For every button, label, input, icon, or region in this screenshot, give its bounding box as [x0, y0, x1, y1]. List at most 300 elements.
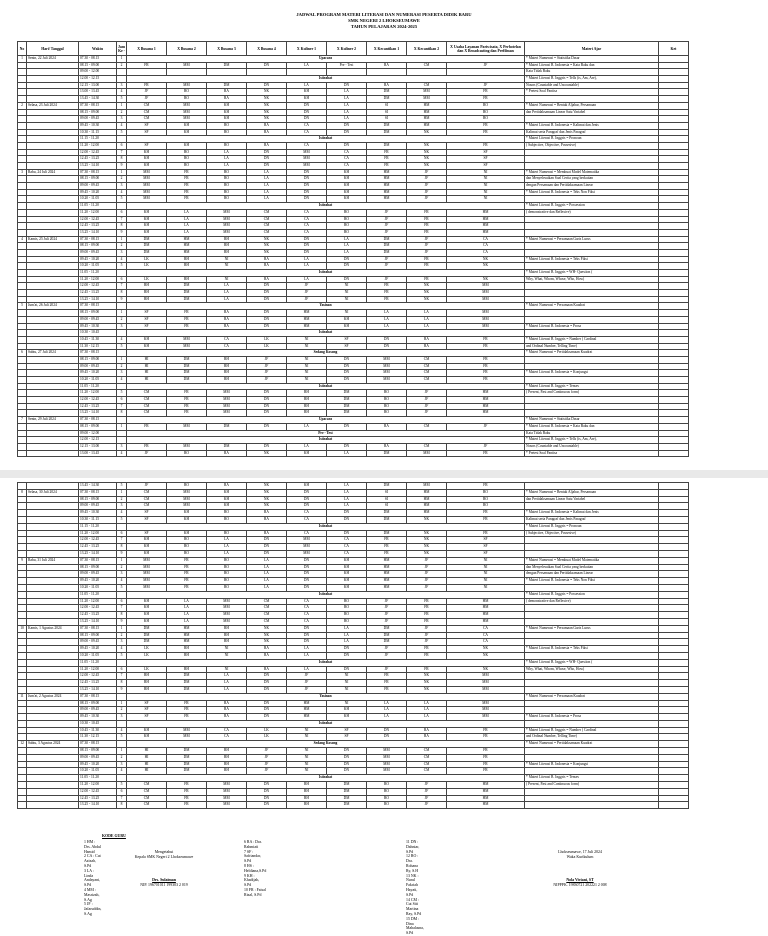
cell-ulp: NI	[447, 176, 525, 183]
cell-busana-4: NK	[247, 236, 287, 243]
row-period: 7	[117, 283, 127, 290]
table-row	[18, 169, 689, 176]
cell-kecantikan-1: MM	[367, 768, 407, 775]
row-day-date	[27, 564, 79, 571]
cell-busana-4: LA	[247, 183, 287, 190]
cell-kecantikan-2: CM	[407, 761, 447, 768]
cell-kecantikan-2: FR	[407, 618, 447, 625]
cell-materi	[525, 788, 659, 795]
cell-kecantikan-2: FR	[407, 276, 447, 283]
cell-busana-1: CM	[127, 489, 167, 496]
row-time: 12.15 - 13.00	[79, 82, 117, 89]
cell-busana-3: MM	[207, 605, 247, 612]
cell-busana-3: LA	[207, 673, 247, 680]
cell-kecantikan-2: JF	[407, 795, 447, 802]
row-period: 4	[117, 510, 127, 517]
row-no	[18, 782, 27, 789]
cell-busana-1: CM	[127, 403, 167, 410]
cell-busana-3: RO	[207, 122, 247, 129]
cell-busana-3: MM	[207, 782, 247, 789]
cell-kuliner-1: NI	[287, 761, 327, 768]
cell-busana-2: DM	[167, 356, 207, 363]
cell-ket	[659, 116, 689, 123]
cell-kecantikan-1: FR	[367, 149, 407, 156]
row-day-date	[27, 795, 79, 802]
row-time: 12.00 - 12.45	[79, 283, 117, 290]
row-day-date: Selasa, 23 Juli 2024	[27, 102, 79, 109]
row-no	[18, 686, 27, 693]
cell-busana-1: KH	[127, 209, 167, 216]
row-day-date: Rabu, 24 Juli 2024	[27, 169, 79, 176]
cell-kuliner-2: KH	[327, 714, 367, 721]
cell-ulp: FR	[447, 727, 525, 734]
cell-busana-3: CA	[207, 727, 247, 734]
cell-busana-4: DN	[247, 714, 287, 721]
schedule-page-2	[0, 478, 768, 936]
row-day-date	[27, 768, 79, 775]
cell-busana-1: SF	[127, 714, 167, 721]
cell-kecantikan-1: MM	[367, 356, 407, 363]
cell-materi	[525, 330, 659, 337]
cell-kuliner-2: KH	[327, 571, 367, 578]
row-no	[18, 316, 27, 323]
row-day-date	[27, 82, 79, 89]
cell-kuliner-1: DN	[287, 564, 327, 571]
cell-materi: * Materi Literasi B. Indonesia = Teks Non Fiksi	[525, 578, 659, 585]
table-row	[18, 496, 689, 503]
cell-busana-3: RO	[207, 183, 247, 190]
row-event-label: Sedang Kosong	[127, 741, 525, 748]
cell-busana-3: NI	[207, 652, 247, 659]
cell-kuliner-1: KH	[287, 483, 327, 490]
row-day-date	[27, 523, 79, 530]
cell-busana-3: RO	[207, 196, 247, 203]
row-period: 7	[117, 216, 127, 223]
row-no	[18, 659, 27, 666]
row-time: 10.20 - 11.05	[79, 377, 117, 384]
cell-busana-2: HM	[167, 625, 207, 632]
cell-kuliner-1: HM	[287, 707, 327, 714]
row-time: 12.00 - 12.45	[79, 673, 117, 680]
row-day-date	[27, 605, 79, 612]
cell-ulp: NI	[447, 189, 525, 196]
cell-busana-3: RO	[207, 571, 247, 578]
table-row	[18, 443, 689, 450]
cell-busana-2: DM	[167, 686, 207, 693]
cell-materi	[525, 700, 659, 707]
row-day-date	[27, 163, 79, 170]
cell-busana-2: RO	[167, 550, 207, 557]
cell-busana-4: JF	[247, 754, 287, 761]
cell-kuliner-1: RH	[287, 795, 327, 802]
cell-busana-3: NI	[207, 256, 247, 263]
cell-ulp: SF	[447, 149, 525, 156]
cell-busana-4: DN	[247, 283, 287, 290]
row-time: 12.00 - 12.15	[79, 76, 117, 83]
cell-busana-2: LA	[167, 612, 207, 619]
cell-kecantikan-1: DM	[367, 236, 407, 243]
cell-ulp: MM	[447, 316, 525, 323]
table-row	[18, 142, 689, 149]
cell-ulp: NI	[447, 183, 525, 190]
row-time: 11.05 - 11.20	[79, 659, 117, 666]
cell-kuliner-1: DN	[287, 183, 327, 190]
row-time: 09.45 - 10.30	[79, 323, 117, 330]
row-no	[18, 76, 27, 83]
table-row	[18, 782, 689, 789]
cell-busana-3: LA	[207, 296, 247, 303]
row-time: 11.05 - 11.20	[79, 591, 117, 598]
cell-kecantikan-2: CM	[407, 443, 447, 450]
row-day-date	[27, 397, 79, 404]
cell-kecantikan-1: FR	[367, 156, 407, 163]
cell-busana-2: MM	[167, 82, 207, 89]
row-period	[117, 591, 127, 598]
cell-busana-1: DM	[127, 625, 167, 632]
cell-materi: * Pretest Soal Pantisa	[525, 450, 659, 457]
cell-kecantikan-2: NK	[407, 142, 447, 149]
cell-kuliner-2: LA	[327, 503, 367, 510]
sig-left-name: Drs. Sulaiman	[152, 878, 176, 882]
cell-materi: * Materi Literasi B. Indonesia = Konjungsi	[525, 370, 659, 377]
cell-kecantikan-1: SI	[367, 503, 407, 510]
cell-ket	[659, 183, 689, 190]
cell-busana-2: FR	[167, 397, 207, 404]
kode-guru-entry: 7 SF : Safriandar, S.Pd	[244, 849, 262, 864]
cell-kecantikan-1: MM	[367, 754, 407, 761]
cell-kecantikan-2: NK	[407, 290, 447, 297]
row-period: 5	[117, 652, 127, 659]
row-time: 11.20 - 12.00	[79, 598, 117, 605]
cell-kecantikan-1: DM	[367, 243, 407, 250]
cell-busana-4: RA	[247, 276, 287, 283]
cell-materi	[525, 503, 659, 510]
cell-busana-1: MM	[127, 571, 167, 578]
cell-ulp: RO	[447, 102, 525, 109]
table-row	[18, 768, 689, 775]
cell-kuliner-2: NI	[327, 686, 367, 693]
cell-materi	[525, 163, 659, 170]
row-period: 7	[117, 605, 127, 612]
table-row	[18, 176, 689, 183]
cell-busana-4: CM	[247, 618, 287, 625]
table-row	[18, 397, 689, 404]
cell-materi: * Materi Literasi B. Inggris = Pronoun	[525, 136, 659, 143]
cell-kecantikan-2: FR	[407, 223, 447, 230]
row-time: 07.30 - 08.15	[79, 625, 117, 632]
cell-kecantikan-2: JF	[407, 782, 447, 789]
cell-ulp: HM	[447, 598, 525, 605]
cell-busana-2	[167, 69, 207, 76]
cell-busana-3: RH	[207, 639, 247, 646]
cell-kuliner-2: KH	[327, 169, 367, 176]
column-header: X Busana 4	[247, 42, 287, 56]
cell-busana-4: JF	[247, 761, 287, 768]
row-time: 11.05 - 11.20	[79, 383, 117, 390]
cell-ulp: HM	[447, 223, 525, 230]
cell-kecantikan-1: HM	[367, 564, 407, 571]
cell-kuliner-1: DN	[287, 243, 327, 250]
table-row	[18, 652, 689, 659]
cell-kecantikan-1: SI	[367, 489, 407, 496]
row-no	[18, 754, 27, 761]
cell-kecantikan-1: FR	[367, 283, 407, 290]
row-event-label: Istirahat	[127, 136, 525, 143]
cell-busana-1: CM	[127, 782, 167, 789]
row-no	[18, 761, 27, 768]
cell-busana-4: DN	[247, 550, 287, 557]
table-row	[18, 196, 689, 203]
cell-ulp: HM	[447, 397, 525, 404]
cell-kecantikan-2: JF	[407, 557, 447, 564]
cell-kuliner-2: NI	[327, 283, 367, 290]
cell-materi: * Materi Literasi B. Inggris = WH- Question (	[525, 659, 659, 666]
cell-ket	[659, 754, 689, 761]
cell-ulp: NI	[447, 196, 525, 203]
row-no	[18, 612, 27, 619]
row-no	[18, 550, 27, 557]
row-day-date	[27, 109, 79, 116]
row-period: 3	[117, 761, 127, 768]
cell-busana-3: CA	[207, 336, 247, 343]
cell-busana-2: MM	[167, 423, 207, 430]
cell-kecantikan-1: LA	[367, 707, 407, 714]
cell-busana-1: MM	[127, 169, 167, 176]
cell-kecantikan-2: RA	[407, 336, 447, 343]
cell-kecantikan-2: NK	[407, 530, 447, 537]
cell-materi: * Materi Literasi B. Inggris = Tenses	[525, 775, 659, 782]
row-day-date	[27, 96, 79, 103]
cell-busana-2: DM	[167, 363, 207, 370]
row-day-date	[27, 243, 79, 250]
cell-materi: * Materi Literasi B. Indonesia = Prosa	[525, 714, 659, 721]
cell-kuliner-1: CA	[287, 216, 327, 223]
cell-kecantikan-1: JF	[367, 646, 407, 653]
cell-kuliner-2: CA	[327, 156, 367, 163]
cell-kuliner-2: RO	[327, 223, 367, 230]
cell-busana-4: CM	[247, 223, 287, 230]
cell-kecantikan-2: LA	[407, 310, 447, 317]
cell-busana-3: RH	[207, 363, 247, 370]
cell-ket	[659, 437, 689, 444]
row-period: 1	[117, 56, 127, 63]
cell-busana-2: LA	[167, 223, 207, 230]
cell-busana-2: KH	[167, 142, 207, 149]
row-period: 1	[117, 625, 127, 632]
cell-busana-4	[247, 69, 287, 76]
row-time: 11.30 - 12.15	[79, 734, 117, 741]
row-time: 13.25 - 14.10	[79, 410, 117, 417]
cell-kuliner-1: CA	[287, 605, 327, 612]
cell-busana-1: MM	[127, 564, 167, 571]
cell-kecantikan-1: DN	[367, 343, 407, 350]
table-row	[18, 109, 689, 116]
row-time: 12.00 - 12.45	[79, 788, 117, 795]
cell-busana-1: FR	[127, 62, 167, 69]
cell-busana-2: FR	[167, 714, 207, 721]
cell-busana-3: RA	[207, 714, 247, 721]
signature-right	[510, 850, 650, 888]
cell-ulp: MM	[447, 290, 525, 297]
cell-kecantikan-2: CM	[407, 363, 447, 370]
cell-kuliner-1: JF	[287, 290, 327, 297]
cell-kuliner-1: HM	[287, 323, 327, 330]
row-period	[117, 383, 127, 390]
cell-ulp: MM	[447, 680, 525, 687]
cell-kecantikan-2: CM	[407, 377, 447, 384]
cell-ulp: FR	[447, 89, 525, 96]
cell-kecantikan-2: HM	[407, 510, 447, 517]
row-event-label: Upacara	[127, 56, 525, 63]
row-no	[18, 673, 27, 680]
row-time: 11.05 - 11.20	[79, 203, 117, 210]
cell-busana-2: MM	[167, 734, 207, 741]
cell-kuliner-2: LA	[327, 236, 367, 243]
column-header: X Busana 3	[207, 42, 247, 56]
cell-busana-2: FR	[167, 707, 207, 714]
cell-ket	[659, 209, 689, 216]
cell-kuliner-2: LA	[327, 632, 367, 639]
cell-ket	[659, 69, 689, 76]
cell-kecantikan-2: FR	[407, 209, 447, 216]
row-period: 1	[117, 169, 127, 176]
cell-ket	[659, 707, 689, 714]
cell-materi: ( Subjective, Objective, Possesive)	[525, 142, 659, 149]
cell-materi: * Materi Literasi B. Indonesia = Teks Non Fiksi	[525, 189, 659, 196]
cell-ket	[659, 323, 689, 330]
cell-kecantikan-2: MM	[407, 96, 447, 103]
cell-kuliner-2: CA	[327, 163, 367, 170]
cell-kuliner-2: RO	[327, 229, 367, 236]
cell-materi	[525, 356, 659, 363]
cell-ket	[659, 496, 689, 503]
cell-ket	[659, 163, 689, 170]
cell-kuliner-1: CA	[287, 612, 327, 619]
cell-ulp: FR	[447, 530, 525, 537]
row-day-date	[27, 550, 79, 557]
cell-busana-2: MM	[167, 727, 207, 734]
cell-kecantikan-1: JF	[367, 263, 407, 270]
cell-busana-1: MM	[127, 578, 167, 585]
cell-kuliner-1: DN	[287, 109, 327, 116]
row-time: 07.30 - 08.15	[79, 169, 117, 176]
row-no: 5	[18, 303, 27, 310]
cell-busana-3: LA	[207, 290, 247, 297]
cell-busana-2: KH	[167, 510, 207, 517]
row-no: 6	[18, 350, 27, 357]
cell-kuliner-2: DN	[327, 761, 367, 768]
cell-kuliner-1: RH	[287, 390, 327, 397]
cell-kecantikan-2: JF	[407, 236, 447, 243]
cell-busana-4: DN	[247, 443, 287, 450]
cell-materi: Kalimat serta Paragraf dan Jenis Paragraf	[525, 129, 659, 136]
cell-busana-3: RH	[207, 748, 247, 755]
column-header: Jam Ke -	[117, 42, 127, 56]
cell-kecantikan-1: MM	[367, 377, 407, 384]
row-day-date	[27, 209, 79, 216]
cell-kuliner-1: LA	[287, 62, 327, 69]
table-row	[18, 775, 689, 782]
cell-busana-3: LA	[207, 550, 247, 557]
row-no	[18, 209, 27, 216]
row-no	[18, 707, 27, 714]
row-period: 7	[117, 537, 127, 544]
row-period: 6	[117, 666, 127, 673]
row-time: 13.25 - 14.10	[79, 802, 117, 809]
cell-kuliner-1: DN	[287, 176, 327, 183]
cell-kecantikan-2: CM	[407, 768, 447, 775]
cell-kuliner-2: CA	[327, 550, 367, 557]
cell-kuliner-1: HM	[287, 316, 327, 323]
table-row	[18, 249, 689, 256]
cell-kecantikan-1: LA	[367, 714, 407, 721]
row-period	[117, 659, 127, 666]
row-time: 09.00 - 09.45	[79, 316, 117, 323]
cell-kuliner-2: NI	[327, 296, 367, 303]
cell-kuliner-1: NI	[287, 336, 327, 343]
cell-ket	[659, 666, 689, 673]
cell-busana-3: LA	[207, 283, 247, 290]
cell-busana-3: RO	[207, 129, 247, 136]
column-header: X Usaha Layanan Pariwisata, X Perhotelan dan X Broadcasting dan Perfilman	[447, 42, 525, 56]
row-no	[18, 523, 27, 530]
row-day-date	[27, 537, 79, 544]
row-period: 7	[117, 403, 127, 410]
cell-busana-4: LK	[247, 734, 287, 741]
table-row	[18, 707, 689, 714]
row-time: 11.15 - 11.20	[79, 136, 117, 143]
cell-busana-3: DM	[207, 423, 247, 430]
cell-busana-1: KH	[127, 149, 167, 156]
cell-busana-3: NI	[207, 263, 247, 270]
row-time: 09.45 - 10.30	[79, 122, 117, 129]
row-period: 1	[117, 356, 127, 363]
cell-kuliner-2: RO	[327, 612, 367, 619]
cell-busana-4: NK	[247, 483, 287, 490]
row-period: 2	[117, 564, 127, 571]
cell-kuliner-2: NI	[327, 310, 367, 317]
row-day-date	[27, 363, 79, 370]
row-day-date: Sabtu, 3 Agustus 2024	[27, 741, 79, 748]
row-period: 5	[117, 734, 127, 741]
cell-busana-3: LA	[207, 149, 247, 156]
row-event-label: Istirahat	[127, 437, 525, 444]
cell-busana-2: LA	[167, 598, 207, 605]
row-day-date	[27, 584, 79, 591]
cell-ket	[659, 149, 689, 156]
row-day-date	[27, 437, 79, 444]
cell-ulp: MM	[447, 323, 525, 330]
row-time: 09.00 - 09.45	[79, 249, 117, 256]
cell-busana-2: RH	[167, 666, 207, 673]
row-day-date	[27, 370, 79, 377]
cell-busana-1: FR	[127, 443, 167, 450]
row-time: 13.25 - 14.10	[79, 618, 117, 625]
cell-busana-2: FR	[167, 183, 207, 190]
row-event-label: Istirahat	[127, 270, 525, 277]
row-day-date	[27, 632, 79, 639]
cell-kecantikan-2: LA	[407, 323, 447, 330]
row-day-date	[27, 183, 79, 190]
row-time: 09.45 - 10.20	[79, 189, 117, 196]
cell-ulp: CA	[447, 249, 525, 256]
cell-kuliner-1: DN	[287, 578, 327, 585]
row-period: 8	[117, 680, 127, 687]
cell-kecantikan-1: JF	[367, 229, 407, 236]
kode-guru-column-3	[406, 840, 424, 936]
cell-busana-3: RO	[207, 557, 247, 564]
table-row	[18, 136, 689, 143]
